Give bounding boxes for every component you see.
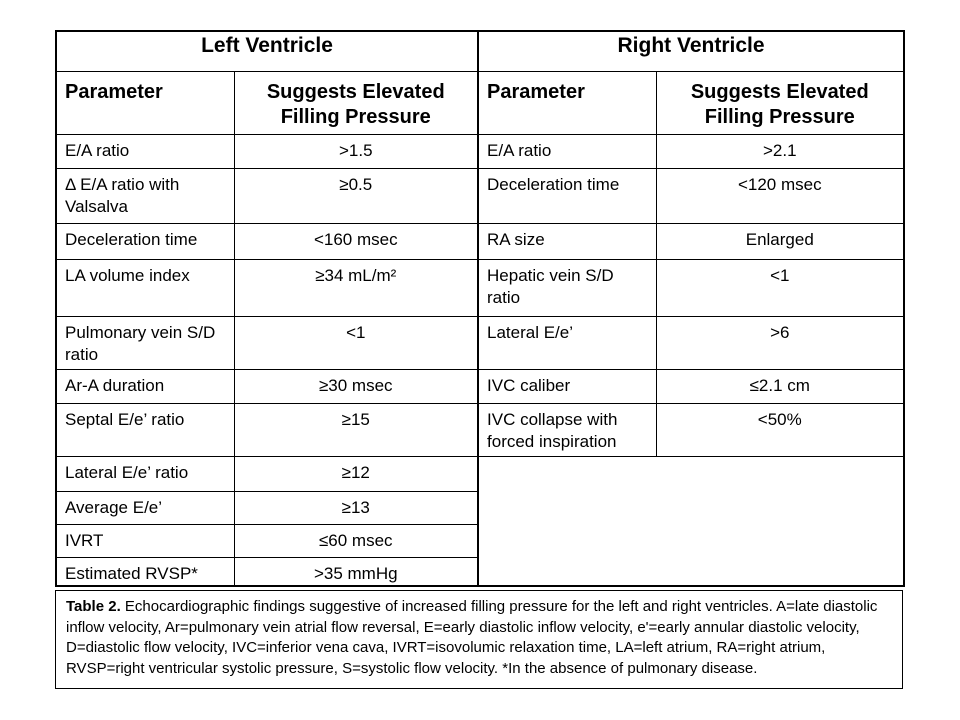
parameter-cell: IVRT xyxy=(56,524,234,557)
table-row xyxy=(56,134,904,168)
table-row xyxy=(56,259,904,316)
left-value-header: Suggests Elevated Filling Pressure xyxy=(234,71,478,134)
section-header-left-ventricle: Left Ventricle xyxy=(56,31,478,71)
parameter-cell: IVC caliber xyxy=(478,369,656,403)
value-cell: ≥15 xyxy=(234,403,478,456)
value-cell: ≥0.5 xyxy=(234,168,478,223)
value-cell: <1 xyxy=(234,316,478,369)
parameter-cell: Septal E/e’ ratio xyxy=(56,403,234,456)
value-cell: ≥30 msec xyxy=(234,369,478,403)
value-cell: ≤60 msec xyxy=(234,524,478,557)
parameter-cell: Lateral E/e’ ratio xyxy=(56,456,234,491)
section-header-row xyxy=(56,31,904,71)
value-cell: >2.1 xyxy=(656,134,904,168)
parameter-cell: RA size xyxy=(478,223,656,259)
filling-pressure-table xyxy=(55,30,905,587)
right-parameter-header: Parameter xyxy=(478,71,656,134)
table-row xyxy=(56,316,904,369)
parameter-cell: Ar-A duration xyxy=(56,369,234,403)
parameter-cell: LA volume index xyxy=(56,259,234,316)
right-value-header: Suggests Elevated Filling Pressure xyxy=(656,71,904,134)
value-cell: <120 msec xyxy=(656,168,904,223)
parameter-cell: E/A ratio xyxy=(478,134,656,168)
slide-content xyxy=(55,30,903,689)
table-row xyxy=(56,223,904,259)
parameter-cell: IVC collapse with forced inspiration xyxy=(478,403,656,456)
table-row xyxy=(56,456,904,491)
left-parameter-header: Parameter xyxy=(56,71,234,134)
parameter-cell: Average E/e’ xyxy=(56,491,234,524)
value-cell: Enlarged xyxy=(656,223,904,259)
table-caption xyxy=(55,590,903,689)
value-cell: ≥34 mL/m² xyxy=(234,259,478,316)
parameter-cell: Deceleration time xyxy=(478,168,656,223)
parameter-cell: Pulmonary vein S/D ratio xyxy=(56,316,234,369)
table-row xyxy=(56,403,904,456)
value-cell: ≥12 xyxy=(234,456,478,491)
value-cell: <160 msec xyxy=(234,223,478,259)
caption-label: Table 2. xyxy=(66,598,121,615)
value-cell: >6 xyxy=(656,316,904,369)
parameter-cell: Lateral E/e’ xyxy=(478,316,656,369)
parameter-cell: E/A ratio xyxy=(56,134,234,168)
parameter-cell: Estimated RVSP* xyxy=(56,557,234,586)
value-cell: >35 mmHg xyxy=(234,557,478,586)
table-row xyxy=(56,168,904,223)
value-cell: <1 xyxy=(656,259,904,316)
caption-text: Echocardiographic findings suggestive of increased filling pressure for the left and right ventricles. A=late diastolic inflow velocity, Ar=pulmonary vein atrial flow reversal, E=early diastolic inflow velocity, e'=early annular diastolic velocity, D=diastolic flow velocity, IVC=inferior vena cava, IVRT=isovolumic relaxation time, LA=left atrium, RA=right atrium, RVSP=right ventricular systolic pressure, S=systolic flow velocity. *In the absence of pulmonary disease. xyxy=(66,598,878,677)
empty-cell xyxy=(478,456,904,586)
value-cell: ≥13 xyxy=(234,491,478,524)
value-cell: >1.5 xyxy=(234,134,478,168)
section-header-right-ventricle: Right Ventricle xyxy=(478,31,904,71)
value-cell: ≤2.1 cm xyxy=(656,369,904,403)
column-header-row xyxy=(56,71,904,134)
parameter-cell: Hepatic vein S/D ratio xyxy=(478,259,656,316)
parameter-cell: Δ E/A ratio with Valsalva xyxy=(56,168,234,223)
value-cell: <50% xyxy=(656,403,904,456)
table-row xyxy=(56,369,904,403)
parameter-cell: Deceleration time xyxy=(56,223,234,259)
